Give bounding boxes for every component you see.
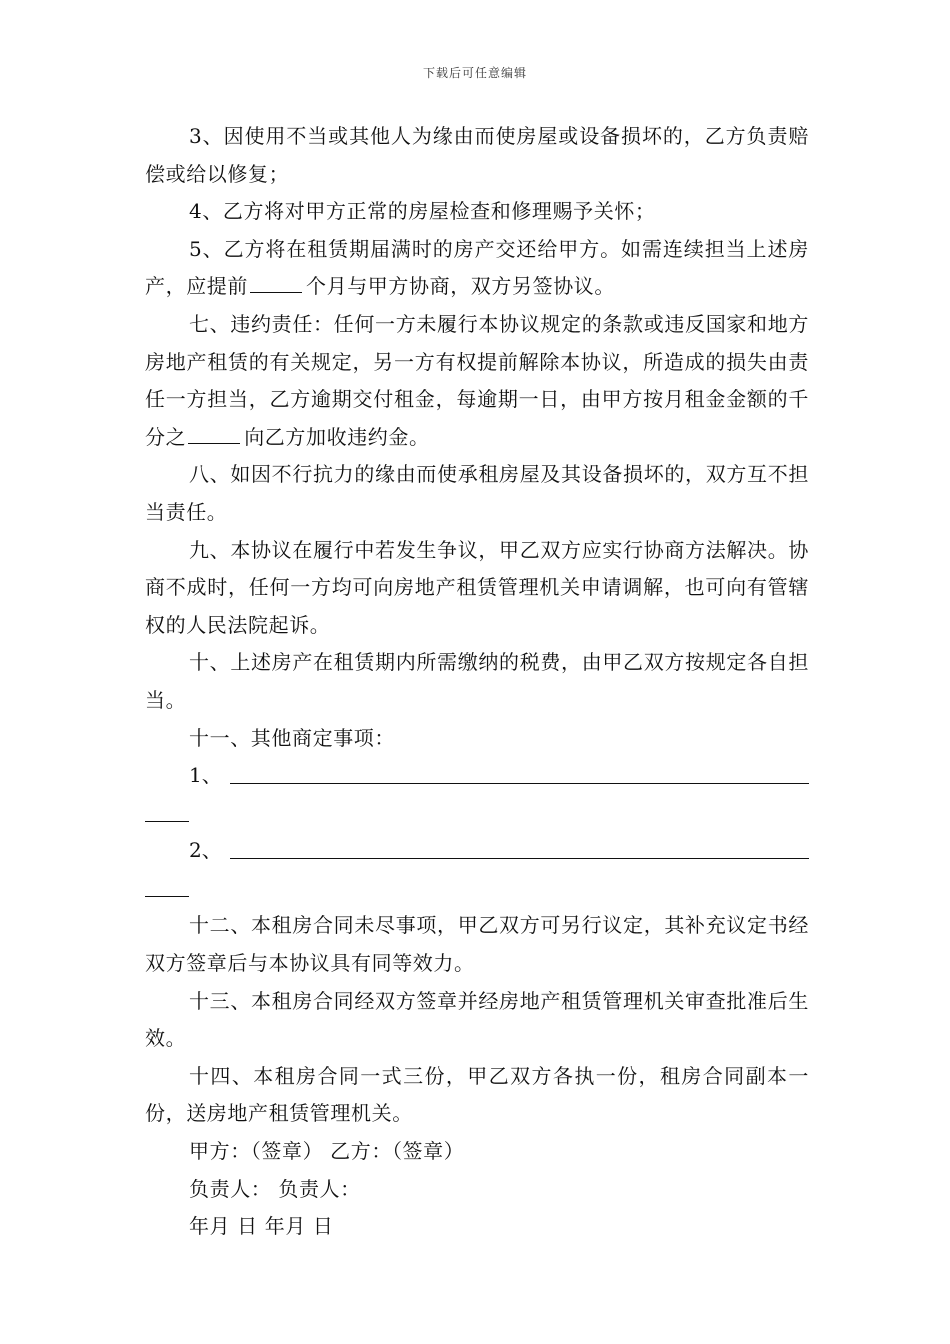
- clause-other-matters: 十一、其他商定事项：: [189, 725, 395, 750]
- signature-parties: 甲方：（签章） 乙方：（签章）: [189, 1139, 465, 1164]
- other-matter-1-blank-cont[interactable]: [145, 799, 189, 822]
- clause-copies: 十四、本租房合同一式三份，甲乙双方各执一份，租房合同副本一份，送房地产租赁管理机关。: [145, 1063, 809, 1126]
- clause-breach-text-b: 向乙方加收违约金。: [244, 424, 430, 449]
- clause-5-text-b: 个月与甲方协商，双方另签协议。: [306, 274, 615, 299]
- clause-4: 4、乙方将对甲方正常的房屋检查和修理赐予关怀；: [189, 199, 656, 224]
- clause-force-majeure: 八、如因不行抗力的缘由而使承租房屋及其设备损坏的，双方互不担当责任。: [145, 462, 809, 524]
- other-matter-2-blank[interactable]: [230, 836, 809, 859]
- months-notice-blank[interactable]: [250, 270, 302, 293]
- page-header: 下载后可任意编辑: [422, 66, 527, 80]
- signature-dates: 年月 日 年月 日: [189, 1214, 334, 1239]
- other-matter-1-continuation: [145, 795, 809, 833]
- other-matter-2-number: 2、: [189, 838, 222, 863]
- other-matter-1: [145, 757, 809, 795]
- contract-body: [145, 118, 809, 1246]
- clause-breach: [145, 306, 809, 456]
- penalty-rate-blank[interactable]: [188, 421, 240, 444]
- other-matter-2-continuation: [145, 870, 809, 908]
- clause-dispute: 九、本协议在履行中若发生争议，甲乙双方应实行协商方法解决。协商不成时，任何一方均可向房地产租赁管理机关申请调解，也可向有管辖权的人民法院起诉。: [145, 537, 809, 637]
- other-matter-2-blank-cont[interactable]: [145, 874, 189, 897]
- other-matter-2: [145, 832, 809, 870]
- other-matter-1-blank[interactable]: [230, 761, 809, 784]
- other-matter-1-number: 1、: [189, 763, 222, 788]
- signature-persons: 负责人： 负责人：: [189, 1176, 361, 1201]
- clause-breach-text-a: 七、违约责任：任何一方未履行本协议规定的条款或违反国家和地方房地产租赁的有关规定，另一方有权提前解除本协议，所造成的损失由责任一方担当，乙方逾期交付租金，每逾期一日，由甲方按月租金金额的千分之: [145, 311, 809, 449]
- clause-5-text-a: 5、乙方将在租赁期届满时的房产交还给甲方。如需连续担当上述房产，应提前: [145, 236, 809, 299]
- clause-effective: 十三、本租房合同经双方签章并经房地产租赁管理机关审查批准后生效。: [145, 988, 809, 1051]
- clause-3: 3、因使用不当或其他人为缘由而使房屋或设备损坏的，乙方负责赔偿或给以修复；: [145, 124, 809, 186]
- clause-taxes: 十、上述房产在租赁期内所需缴纳的税费，由甲乙双方按规定各自担当。: [145, 650, 809, 712]
- clause-5: [145, 231, 809, 306]
- clause-supplementary: 十二、本租房合同未尽事项，甲乙双方可另行议定，其补充议定书经双方签章后与本协议具有同等效力。: [145, 913, 809, 976]
